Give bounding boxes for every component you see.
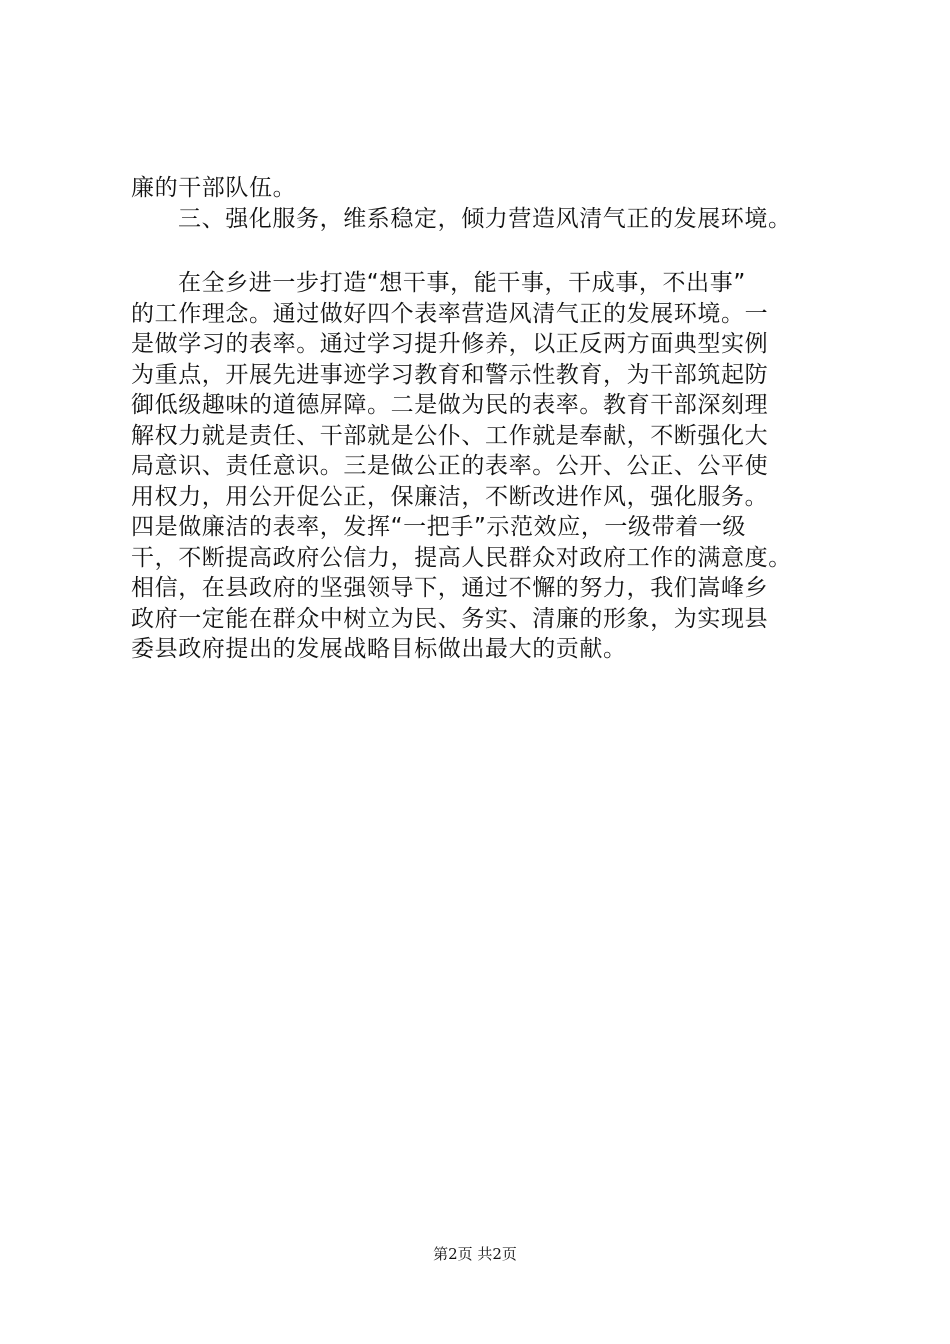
text-line: 委县政府提出的发展战略目标做出最大的贡献。 [131,636,627,662]
text-line: 干，不断提高政府公信力，提高人民群众对政府工作的满意度。 [131,544,792,571]
text-line: 相信，在县政府的坚强领导下，通过不懈的努力，我们嵩峰乡 [131,575,769,601]
text-line: 用权力，用公开促公正，保廉洁，不断改进作风，强化服务。 [131,483,769,510]
text-line: 廉的干部队伍。 [131,175,297,201]
text-line: 在全乡进一步打造“想干事，能干事，干成事，不出事” [178,270,746,296]
document-body [131,173,831,665]
text-line: 的工作理念。通过做好四个表率营造风清气正的发展环境。一 [131,300,769,327]
text-line: 御低级趣味的道德屏障。二是做为民的表率。教育干部深刻理 [131,392,769,418]
paragraph-gap [131,234,831,268]
page-footer [0,1244,950,1264]
page-number: 第2页 共2页 [433,1245,517,1263]
text-line: 解权力就是责任、干部就是公仆、工作就是奉献，不断强化大 [131,422,769,449]
text-line: 局意识、责任意识。三是做公正的表率。公开、公正、公平使 [131,453,769,479]
text-line: 政府一定能在群众中树立为民、务实、清廉的形象，为实现县 [131,605,769,632]
section-heading: 三、强化服务，维系稳定，倾力营造风清气正的发展环境。 [178,205,792,232]
text-line: 为重点，开展先进事迹学习教育和警示性教育，为干部筑起防 [131,361,769,388]
text-line: 四是做廉洁的表率，发挥“一把手”示范效应，一级带着一级 [131,514,747,540]
text-line: 是做学习的表率。通过学习提升修养，以正反两方面典型实例 [131,331,769,357]
